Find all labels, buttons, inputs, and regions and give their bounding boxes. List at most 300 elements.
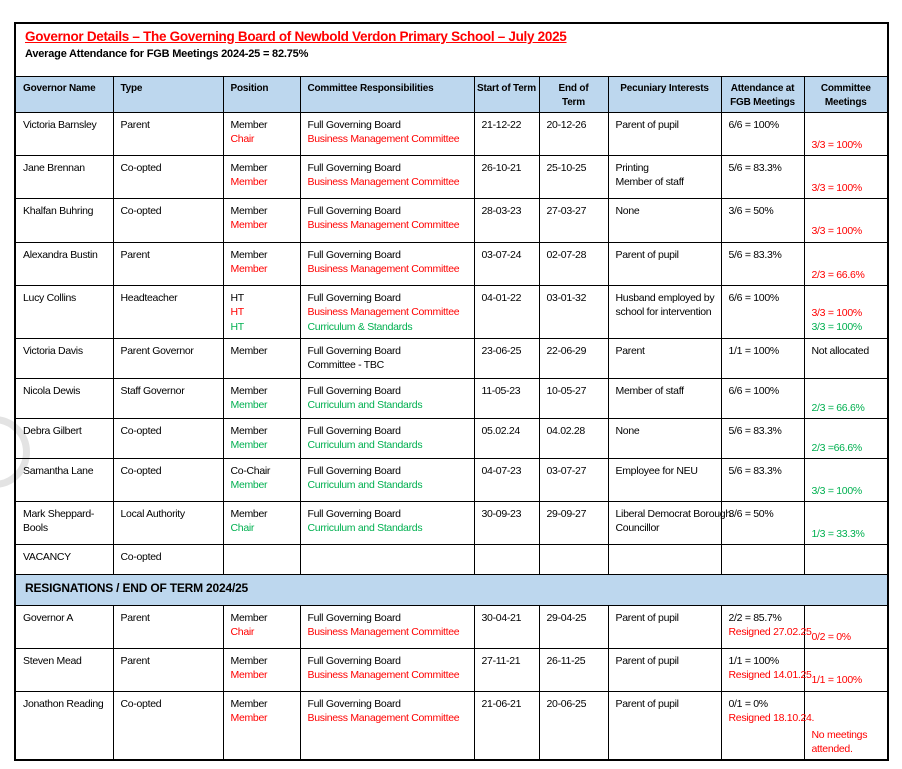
header-label-line: Pecuniary Interests — [620, 82, 709, 94]
governor-name-cell — [15, 243, 113, 286]
attendance-fgb-meetings-cell — [721, 199, 804, 243]
cell-line: 10-05-27 — [546, 385, 587, 398]
end-of-term-cell — [539, 606, 608, 649]
cell-line: Parent of pupil — [615, 698, 679, 711]
cell-line: Chair — [230, 522, 255, 535]
start-of-term-cell — [474, 502, 539, 545]
position-cell — [223, 243, 300, 286]
attendance-summary: Average Attendance for FGB Meetings 2024-25 = 82.75% — [25, 48, 309, 60]
section-header: RESIGNATIONS / END OF TERM 2024/25 — [15, 575, 888, 606]
header-label-line: End of — [558, 82, 589, 94]
committee-responsibilities-cell — [300, 692, 474, 760]
pecuniary-interests-cell — [608, 199, 721, 243]
cell-line: Parent of pupil — [615, 249, 679, 262]
start-of-term-cell — [474, 339, 539, 379]
cell-line: 0/1 = 0% — [728, 698, 768, 711]
cell-line: Debra Gilbert — [23, 425, 82, 438]
cell-line: Co-opted — [120, 551, 162, 564]
cell-line: Husband employed by — [615, 292, 715, 305]
cell-line: Member — [230, 385, 268, 398]
pecuniary-interests-cell — [608, 606, 721, 649]
pecuniary-interests-cell — [608, 502, 731, 545]
cell-line: None — [615, 425, 640, 438]
table-row-lucy-collins — [15, 286, 888, 339]
cell-line: school for intervention — [615, 306, 712, 319]
cell-line: Business Management Committee — [307, 712, 460, 725]
end-of-term-cell — [539, 379, 608, 419]
committee-responsibilities-cell — [300, 606, 474, 649]
cell-line: Co-Chair — [230, 465, 271, 478]
cell-line: 2/3 = 66.6% — [811, 402, 865, 415]
column-header-position — [223, 76, 300, 113]
position-cell — [223, 502, 300, 545]
cell-line: Curriculum and Standards — [307, 479, 423, 492]
cell-line: Member — [230, 612, 268, 625]
cell-line: Steven Mead — [23, 655, 82, 668]
committee-meetings-cell — [804, 545, 888, 575]
committee-responsibilities-cell — [300, 199, 474, 243]
cell-line: Co-opted — [120, 425, 162, 438]
type-cell — [113, 379, 223, 419]
cell-line: Member — [230, 219, 268, 232]
committee-meetings-cell — [804, 649, 888, 692]
position-cell — [223, 286, 300, 339]
title-row — [15, 23, 888, 76]
cell-line: Full Governing Board — [307, 292, 401, 305]
committee-responsibilities-cell — [300, 649, 474, 692]
cell-line: Parent of pupil — [615, 612, 679, 625]
position-cell — [223, 459, 300, 502]
cell-line: Member — [230, 119, 268, 132]
cell-line: 0/2 = 0% — [811, 631, 851, 644]
cell-line: Parent of pupil — [615, 119, 679, 132]
cell-line: Member — [230, 439, 268, 452]
cell-line: Councillor — [615, 522, 660, 535]
cell-line: 2/3 =66.6% — [811, 442, 862, 455]
end-of-term-cell — [539, 545, 608, 575]
cell-line: Full Governing Board — [307, 385, 401, 398]
cell-line: Khalfan Buhring — [23, 205, 94, 218]
cell-line: Full Governing Board — [307, 698, 401, 711]
start-of-term-cell — [474, 379, 539, 419]
column-header-committee-responsibilities — [300, 76, 474, 113]
governor-name-cell — [15, 692, 113, 760]
end-of-term-cell — [539, 459, 608, 502]
end-of-term-cell — [539, 339, 608, 379]
start-of-term-cell — [474, 419, 539, 459]
table-row-vacancy — [15, 545, 888, 575]
type-cell — [113, 606, 223, 649]
column-header-attendance-fgb-meetings — [721, 76, 804, 113]
cell-line: Bools — [23, 522, 48, 535]
end-of-term-cell — [539, 286, 608, 339]
title-cell — [15, 23, 888, 76]
committee-meetings-cell — [804, 243, 888, 286]
pecuniary-interests-cell — [608, 379, 721, 419]
header-label-line: Position — [230, 82, 269, 94]
governors-table — [14, 22, 889, 761]
cell-line: 5/6 = 83.3% — [728, 249, 782, 262]
type-cell — [113, 156, 223, 199]
committee-meetings-cell — [804, 606, 888, 649]
table-row-governor-a — [15, 606, 888, 649]
cell-line: Printing — [615, 162, 649, 175]
table-row-samantha-lane — [15, 459, 888, 502]
cell-line: Samantha Lane — [23, 465, 94, 478]
cell-line: 02-07-28 — [546, 249, 587, 262]
cell-line: 21-12-22 — [481, 119, 522, 132]
cell-line: 3/3 = 100% — [811, 182, 862, 195]
attendance-fgb-meetings-cell — [721, 286, 804, 339]
cell-line: Full Governing Board — [307, 119, 401, 132]
committee-responsibilities-cell — [300, 113, 474, 156]
type-cell — [113, 692, 223, 760]
cell-line: 26-10-21 — [481, 162, 522, 175]
cell-line: 1/1 = 100% — [811, 674, 862, 687]
cell-line: 30-04-21 — [481, 612, 522, 625]
table-row-khalfan-buhring — [15, 199, 888, 243]
position-cell — [223, 379, 300, 419]
cell-line: Member — [230, 669, 268, 682]
cell-line: 04-01-22 — [481, 292, 522, 305]
governor-name-cell — [15, 286, 113, 339]
cell-line: HT — [230, 320, 244, 333]
cell-line: Business Management Committee — [307, 669, 460, 682]
end-of-term-cell — [539, 199, 608, 243]
committee-meetings-cell — [804, 113, 888, 156]
attendance-fgb-meetings-cell — [721, 502, 804, 545]
cell-line: 3/6 = 50% — [728, 508, 774, 521]
header-label-line: FGB Meetings — [730, 96, 795, 108]
attendance-fgb-meetings-cell — [721, 692, 815, 760]
cell-line: Full Governing Board — [307, 162, 401, 175]
cell-line: 5/6 = 83.3% — [728, 162, 782, 175]
type-cell — [113, 243, 223, 286]
cell-line: Curriculum & Standards — [307, 320, 413, 333]
cell-line: 6/6 = 100% — [728, 119, 779, 132]
cell-line: 3/3 = 100% — [811, 225, 862, 238]
cell-line: 3/3 = 100% — [811, 307, 862, 320]
cell-line: Full Governing Board — [307, 612, 401, 625]
type-cell — [113, 459, 223, 502]
cell-line: 26-11-25 — [546, 655, 586, 668]
page-title: Governor Details – The Governing Board of Newbold Verdon Primary School – July 2025 — [25, 29, 567, 44]
cell-line: Member — [230, 508, 268, 521]
committee-meetings-cell — [804, 156, 888, 199]
cell-line: 27-03-27 — [546, 205, 587, 218]
governor-name-cell — [15, 459, 113, 502]
header-label-line: Start of Term — [477, 82, 536, 94]
cell-line: Member — [230, 249, 268, 262]
header-label-line: Meetings — [824, 96, 867, 108]
governor-name-cell — [15, 606, 113, 649]
type-cell — [113, 286, 223, 339]
cell-line: 04-07-23 — [481, 465, 522, 478]
cell-line: 23-06-25 — [481, 345, 522, 358]
cell-line: Business Management Committee — [307, 263, 460, 276]
cell-line: Parent of pupil — [615, 655, 679, 668]
cell-line: 21-06-21 — [481, 698, 522, 711]
committee-meetings-cell — [804, 379, 888, 419]
column-header-start-of-term — [474, 76, 539, 113]
pecuniary-interests-cell — [608, 545, 721, 575]
committee-responsibilities-cell — [300, 459, 474, 502]
cell-line: 29-09-27 — [546, 508, 587, 521]
committee-meetings-cell — [804, 502, 888, 545]
cell-line: Employee for NEU — [615, 465, 698, 478]
cell-line: HT — [230, 292, 244, 305]
position-cell — [223, 113, 300, 156]
cell-line: Member of staff — [615, 385, 684, 398]
cell-line: 30-09-23 — [481, 508, 522, 521]
committee-meetings-cell — [804, 339, 888, 379]
governor-name-cell — [15, 545, 113, 575]
header-label-line: Governor Name — [23, 82, 96, 94]
cell-line: 05.02.24 — [481, 425, 520, 438]
cell-line: Jane Brennan — [23, 162, 85, 175]
cell-line: 22-06-29 — [546, 345, 587, 358]
cell-line: Full Governing Board — [307, 425, 401, 438]
cell-line: Member — [230, 425, 268, 438]
attendance-fgb-meetings-cell — [721, 419, 804, 459]
committee-responsibilities-cell — [300, 545, 474, 575]
attendance-fgb-meetings-cell — [721, 459, 804, 502]
cell-line: 1/3 = 33.3% — [811, 528, 865, 541]
attendance-fgb-meetings-cell — [721, 379, 804, 419]
cell-line: Resigned 27.02.25 — [728, 626, 812, 639]
cell-line: 3/3 = 100% — [811, 139, 862, 152]
pecuniary-interests-cell — [608, 243, 721, 286]
pecuniary-interests-cell — [608, 286, 721, 339]
cell-line: 6/6 = 100% — [728, 292, 779, 305]
cell-line: Parent — [120, 249, 150, 262]
position-cell — [223, 606, 300, 649]
position-cell — [223, 156, 300, 199]
committee-responsibilities-cell — [300, 379, 474, 419]
cell-line: attended. — [811, 743, 853, 756]
committee-responsibilities-cell — [300, 339, 474, 379]
cell-line: 29-04-25 — [546, 612, 587, 625]
cell-line: Victoria Davis — [23, 345, 83, 358]
cell-line: Jonathon Reading — [23, 698, 104, 711]
cell-line: Full Governing Board — [307, 345, 401, 358]
governor-name-cell — [15, 419, 113, 459]
cell-line: Staff Governor — [120, 385, 185, 398]
cell-line: Business Management Committee — [307, 133, 460, 146]
cell-line: Member — [230, 205, 268, 218]
position-cell — [223, 692, 300, 760]
governor-name-cell — [15, 113, 113, 156]
header-label-line: Committee — [820, 82, 871, 94]
attendance-fgb-meetings-cell — [721, 339, 804, 379]
pecuniary-interests-cell — [608, 419, 721, 459]
attendance-fgb-meetings-cell — [721, 606, 812, 649]
governor-name-cell — [15, 199, 113, 243]
table-row-debra-gilbert — [15, 419, 888, 459]
cell-line: Resigned 14.01.25 — [728, 669, 812, 682]
column-header-committee-meetings — [804, 76, 888, 113]
end-of-term-cell — [539, 419, 608, 459]
end-of-term-cell — [539, 156, 608, 199]
position-cell — [223, 419, 300, 459]
cell-line: 20-06-25 — [546, 698, 587, 711]
attendance-fgb-meetings-cell — [721, 113, 804, 156]
cell-line: Member of staff — [615, 176, 684, 189]
pecuniary-interests-cell — [608, 459, 721, 502]
cell-line: Business Management Committee — [307, 306, 460, 319]
cell-line: Chair — [230, 626, 255, 639]
cell-line: Committee - TBC — [307, 359, 384, 372]
type-cell — [113, 199, 223, 243]
start-of-term-cell — [474, 199, 539, 243]
cell-line: Curriculum and Standards — [307, 399, 423, 412]
cell-line: Business Management Committee — [307, 626, 460, 639]
header-label-line: Committee Responsibilities — [307, 82, 434, 94]
header-label-line: Attendance at — [730, 82, 795, 94]
committee-responsibilities-cell — [300, 419, 474, 459]
pecuniary-interests-cell — [608, 113, 721, 156]
cell-line: Business Management Committee — [307, 176, 460, 189]
committee-responsibilities-cell — [300, 243, 474, 286]
type-cell — [113, 545, 223, 575]
pecuniary-interests-cell — [608, 339, 721, 379]
cell-line: 2/2 = 85.7% — [728, 612, 782, 625]
cell-line: Full Governing Board — [307, 655, 401, 668]
cell-line: 03-07-27 — [546, 465, 587, 478]
cell-line: Parent Governor — [120, 345, 194, 358]
cell-line: 3/3 = 100% — [811, 485, 862, 498]
column-header-type — [113, 76, 223, 113]
cell-line: Member — [230, 263, 268, 276]
cell-line: 1/1 = 100% — [728, 345, 779, 358]
attendance-fgb-meetings-cell — [721, 156, 804, 199]
cell-line: VACANCY — [23, 551, 71, 564]
start-of-term-cell — [474, 286, 539, 339]
end-of-term-cell — [539, 649, 608, 692]
cell-line: Member — [230, 698, 268, 711]
cell-line: 28-03-23 — [481, 205, 522, 218]
start-of-term-cell — [474, 692, 539, 760]
cell-line: Co-opted — [120, 205, 162, 218]
cell-line: Curriculum and Standards — [307, 522, 423, 535]
cell-line: Member — [230, 345, 268, 358]
cell-line: Member — [230, 712, 268, 725]
header-label-line: Term — [562, 96, 585, 108]
cell-line: 5/6 = 83.3% — [728, 465, 782, 478]
table-row-steven-mead — [15, 649, 888, 692]
governor-name-cell — [15, 156, 113, 199]
start-of-term-cell — [474, 113, 539, 156]
cell-line: 20-12-26 — [546, 119, 587, 132]
type-cell — [113, 113, 223, 156]
governor-name-cell — [15, 379, 113, 419]
end-of-term-cell — [539, 502, 608, 545]
end-of-term-cell — [539, 113, 608, 156]
cell-line: Chair — [230, 133, 255, 146]
cell-line: 3/3 = 100% — [811, 321, 862, 334]
position-cell — [223, 199, 300, 243]
cell-line: Full Governing Board — [307, 465, 401, 478]
committee-responsibilities-cell — [300, 156, 474, 199]
column-header-end-of-term — [539, 76, 608, 113]
cell-line: 3/6 = 50% — [728, 205, 774, 218]
start-of-term-cell — [474, 459, 539, 502]
table-row-resignations-section — [15, 575, 888, 606]
governor-name-cell — [15, 502, 113, 545]
cell-line: Nicola Dewis — [23, 385, 81, 398]
committee-meetings-cell — [804, 419, 888, 459]
table-row-nicola-dewis — [15, 379, 888, 419]
cell-line: 2/3 = 66.6% — [811, 269, 865, 282]
cell-line: Member — [230, 176, 268, 189]
cell-line: 25-10-25 — [546, 162, 587, 175]
cell-line: Mark Sheppard- — [23, 508, 95, 521]
cell-line: Member — [230, 162, 268, 175]
table-row-victoria-davis — [15, 339, 888, 379]
cell-line: Victoria Barnsley — [23, 119, 97, 132]
committee-meetings-cell — [804, 692, 888, 760]
table-row-jane-brennan — [15, 156, 888, 199]
type-cell — [113, 339, 223, 379]
cell-line: Parent — [120, 119, 150, 132]
type-cell — [113, 502, 223, 545]
table-row-victoria-barnsley — [15, 113, 888, 156]
start-of-term-cell — [474, 545, 539, 575]
governor-name-cell — [15, 649, 113, 692]
cell-line: Headteacher — [120, 292, 178, 305]
cell-line: Full Governing Board — [307, 205, 401, 218]
table-row-alexandra-bustin — [15, 243, 888, 286]
cell-line: Parent — [120, 655, 150, 668]
attendance-fgb-meetings-cell — [721, 545, 804, 575]
start-of-term-cell — [474, 243, 539, 286]
cell-line: Governor A — [23, 612, 74, 625]
cell-line: Resigned 18.10.24. — [728, 712, 815, 725]
cell-line: Member — [230, 479, 268, 492]
committee-responsibilities-cell — [300, 502, 474, 545]
pecuniary-interests-cell — [608, 156, 721, 199]
table-row-jonathon-reading — [15, 692, 888, 760]
position-cell — [223, 649, 300, 692]
cell-line: 04.02.28 — [546, 425, 585, 438]
position-cell — [223, 545, 300, 575]
cell-line: 1/1 = 100% — [728, 655, 779, 668]
cell-line: Business Management Committee — [307, 219, 460, 232]
cell-line: Alexandra Bustin — [23, 249, 98, 262]
cell-line: Lucy Collins — [23, 292, 77, 305]
start-of-term-cell — [474, 606, 539, 649]
committee-meetings-cell — [804, 459, 888, 502]
attendance-fgb-meetings-cell — [721, 649, 812, 692]
attendance-fgb-meetings-cell — [721, 243, 804, 286]
cell-line: 03-01-32 — [546, 292, 587, 305]
governor-name-cell — [15, 339, 113, 379]
cell-line: 27-11-21 — [481, 655, 521, 668]
committee-responsibilities-cell — [300, 286, 474, 339]
cell-line: No meetings — [811, 729, 868, 742]
cell-line: None — [615, 205, 640, 218]
start-of-term-cell — [474, 156, 539, 199]
cell-line: Local Authority — [120, 508, 185, 521]
cell-line: Parent — [120, 612, 150, 625]
cell-line: 6/6 = 100% — [728, 385, 779, 398]
pecuniary-interests-cell — [608, 692, 721, 760]
cell-line: 03-07-24 — [481, 249, 522, 262]
column-header-governor-name — [15, 76, 113, 113]
end-of-term-cell — [539, 692, 608, 760]
header-row — [15, 76, 888, 113]
committee-meetings-cell — [804, 286, 888, 339]
